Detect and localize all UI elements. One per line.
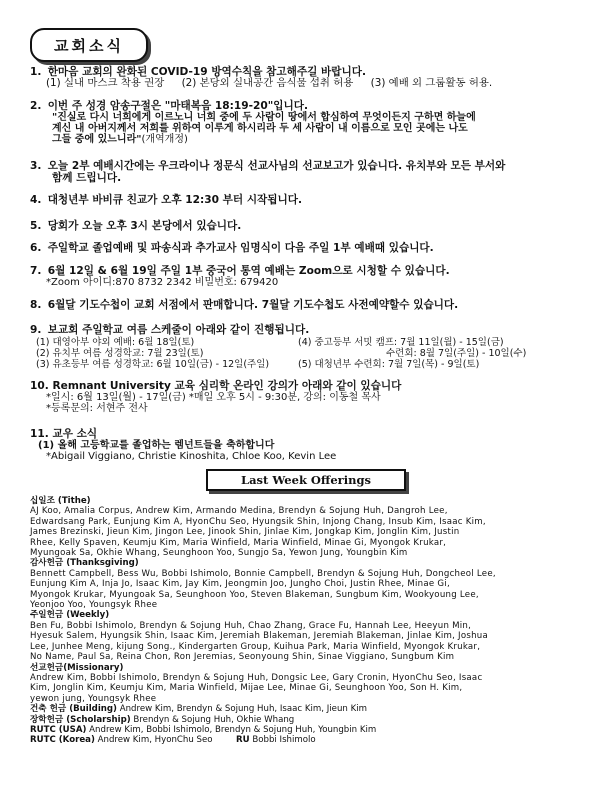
names-line: Bennett Campbell, Bess Wu, Bobbi Ishimolo, Bonnie Campbell, Brendyn & Sojung Huh, Dongcheol Lee, (30, 568, 496, 579)
names-line: Bobbi Ishimolo (252, 735, 316, 746)
notice-6 (30, 242, 590, 254)
notice-number: 5. (30, 220, 42, 232)
notice-5 (30, 220, 590, 232)
verse-line: 그들 중에 있느니라" (52, 134, 142, 145)
names-line: Eunjung Kim A, Inja Jo, Isaac Kim, Jay Kim, Jeongmin Joo, Jungho Choi, Justin Rhee, Minae Gi, (30, 579, 450, 590)
notice-number: 11. (30, 428, 49, 440)
notice-text: Remnant University 교육 심리학 온라인 강의가 아래와 같이 있습니다 (52, 380, 402, 392)
notice-3 (30, 160, 590, 184)
category-label: RU (236, 735, 250, 746)
names-line: Andrew Kim, Bobbi Ishimolo, Brendyn & Sojung Huh, Youngbin Kim (89, 724, 377, 735)
names-line: Lee, Junhee Meng, kijung Song., Kindergarten Group, Kuihua Park, Maria Winfield, Myongok Krukar, (30, 641, 481, 652)
notice-text: 대청년부 바비큐 친교가 오후 12:30 부터 시작됩니다. (47, 194, 303, 206)
notice-11 (30, 428, 590, 462)
notice-number: 1. (30, 66, 42, 78)
offering-category-tithe (30, 496, 590, 558)
lecture-detail: *일시: 6월 13일(월) - 17일(금) *매일 오후 5시 - 9:30분, 강의: 이동철 목사 (46, 392, 381, 403)
category-label: 장학헌금 (Scholarship) (30, 714, 131, 725)
notice-number: 4. (30, 194, 42, 206)
notice-number: 2. (30, 100, 42, 112)
notice-text: 오늘 2부 예배시간에는 우크라이나 정문식 선교사님의 선교보고가 있습니다. 유치부와 모든 부서와 (47, 160, 506, 172)
schedule-item: 수련회: 8월 7일(주일) - 10일(수) (386, 348, 527, 359)
notice-text: 이번 주 성경 암송구절은 "마태복음 18:19-20"입니다. (47, 100, 309, 112)
notice-text: 6월달 기도수첩이 교회 서점에서 판매합니다. 7월달 기도수첩도 사전예약할수 있습니다. (47, 299, 459, 311)
page-title: 교회소식 (30, 28, 148, 62)
notice-9 (30, 324, 590, 382)
names-line: Myongok Krukar, Myungoak Sa, Seunghoon Yoo, Steven Blakeman, Sungbum Kim, Wookyoung Lee, (30, 589, 479, 600)
schedule-item: (2) 유치부 여름 성경학교: 7월 23일(토) (36, 348, 204, 359)
category-label: 주일헌금 (Weekly) (30, 610, 110, 621)
notice-sub-item: (2) 본당외 실내공간 음식물 섭취 허용 (181, 77, 354, 89)
notice-8 (30, 299, 590, 311)
verse-translation: (개역개정) (141, 134, 188, 145)
offering-scholarship (30, 715, 590, 725)
notice-2 (30, 100, 590, 145)
offering-category-missionary (30, 663, 590, 705)
graduates-heading: (1) 올해 고등학교를 졸업하는 렘넌트들을 축하합니다 (38, 440, 275, 451)
names-line: Andrew Kim, HyonChu Seo (97, 735, 213, 746)
lecture-detail: *등록문의: 서현주 전사 (46, 403, 148, 414)
notice-number: 3. (30, 160, 42, 172)
offering-building (30, 704, 590, 714)
offering-rutc-usa (30, 725, 590, 735)
names-line: AJ Koo, Amalia Corpus, Andrew Kim, Armando Medina, Brendyn & Sojung Huh, Dangroh Lee, (30, 506, 448, 517)
category-label: RUTC (Korea) (30, 735, 95, 746)
notice-sub-item: (1) 실내 마스크 착용 권장 (46, 77, 165, 89)
notice-10 (30, 380, 590, 414)
notice-text: 보교회 주일학교 여름 스케줄이 아래와 같이 진행됩니다. (47, 324, 310, 336)
schedule-item: (4) 중고등부 서밋 캠프: 7월 11일(월) - 15일(금) (298, 337, 504, 348)
schedule-item: (3) 유초등부 여름 성경학교: 6월 10일(금) - 12일(주일) (36, 359, 270, 370)
offering-category-weekly (30, 610, 590, 662)
graduates-names: *Abigail Viggiano, Christie Kinoshita, Chloe Koo, Kevin Lee (46, 451, 337, 462)
notice-number: 6. (30, 242, 42, 254)
schedule-item: (5) 대청년부 수련회: 7월 7일(목) - 9일(토) (298, 359, 480, 370)
notice-7 (30, 265, 590, 288)
names-line: No Name, Paul Sa, Reina Chon, Ron Jeremias, Seonyoung Shin, Sinae Viggiano, Sungbum Kim (30, 652, 455, 663)
offering-category-thanksgiving (30, 558, 590, 610)
names-line: Hyesuk Salem, Hyungsik Shin, Isaac Kim, Jeremiah Blakeman, Jeremiah Blakeman, Jinlae Kim, Joshua (30, 631, 488, 642)
names-line: Ben Fu, Bobbi Ishimolo, Brendyn & Sojung Huh, Chao Zhang, Grace Fu, Hannah Lee, Heeyun Min, (30, 620, 472, 631)
notice-1 (30, 66, 590, 89)
names-line: Kim, Jonglin Kim, Keumju Kim, Maria Winfield, Mijae Lee, Minae Gi, Seunghoon Yoo, Son H. Kim, (30, 683, 463, 694)
names-line: Andrew Kim, Bobbi Ishimolo, Brendyn & Sojung Huh, Dongsic Lee, Gary Cronin, HyonChu Seo, Isaac (30, 672, 483, 683)
offerings-list (30, 496, 590, 746)
offerings-title: Last Week Offerings (206, 469, 406, 491)
notice-4 (30, 194, 590, 206)
names-line: Myungoak Sa, Okhie Whang, Seunghoon Yoo, Sungjo Sa, Yewon Jung, Youngbin Kim (30, 548, 408, 559)
names-line: Yeonjoo Yoo, Youngsyk Rhee (30, 600, 158, 611)
notice-text: 교우 소식 (52, 428, 98, 440)
category-label: 십일조 (Tithe) (30, 496, 91, 506)
names-line: yewon jung, Youngsyk Rhee (30, 693, 157, 704)
offering-rutc-korea-ru (30, 735, 590, 745)
notice-text: 한마음 교회의 완화된 COVID-19 방역수칙을 참고해주길 바랍니다. (47, 66, 366, 78)
notice-text: 6월 12일 & 6월 19일 주일 1부 중국어 통역 예배는 Zoom으로 시청할 수 있습니다. (47, 265, 450, 277)
names-line: Andrew Kim, Brendyn & Sojung Huh, Isaac Kim, Jieun Kim (119, 704, 367, 715)
notice-number: 8. (30, 299, 42, 311)
verse-line: "진실로 다시 너희에게 이르노니 너희 중에 두 사람이 땅에서 합심하여 무엇이든지 구하면 하늘에 (52, 112, 476, 123)
notice-text: 주일학교 졸업예배 및 파송식과 추가교사 임명식이 다음 주일 1부 예배때 있습니다. (47, 242, 434, 254)
schedule-item: (1) 대영아부 야외 예배: 6월 18일(토) (36, 337, 195, 348)
notice-text: 당회가 오늘 오후 3시 본당에서 있습니다. (47, 220, 242, 232)
names-line: James Brezinski, Jieun Kim, Jingon Lee, Jinook Shin, Jinlae Kim, Jongkap Kim, Jonglin Kim, Justin (30, 527, 460, 538)
category-label: RUTC (USA) (30, 724, 87, 735)
names-line: Brendyn & Sojung Huh, Okhie Whang (133, 714, 295, 725)
verse-line: 계신 내 아버지께서 저희를 위하여 이루게 하시리라 두 세 사람이 내 이름으로 모인 곳에는 나도 (52, 123, 468, 134)
zoom-info: *Zoom 아이디:870 8732 2342 비밀번호: 679420 (46, 277, 279, 288)
category-label: 감사헌금 (Thanksgiving) (30, 558, 139, 569)
names-line: Edwardsang Park, Eunjung Kim A, HyonChu Seo, Hyungsik Shin, Injong Chang, Insub Kim, Isaac Kim, (30, 516, 486, 527)
category-label: 선교헌금(Missionary) (30, 662, 124, 673)
category-label: 건축 헌금 (Building) (30, 704, 117, 715)
notice-sub-item: (3) 예배 외 그룹활동 허용. (370, 77, 493, 89)
notice-text: 함께 드립니다. (52, 172, 122, 184)
notice-number: 7. (30, 265, 42, 277)
names-line: Rhee, Kelly Spaven, Keumju Kim, Maria Winfield, Maria Winfield, Minae Gi, Myongok Krukar, (30, 537, 447, 548)
summer-schedule (30, 336, 590, 382)
notice-number: 9. (30, 324, 42, 336)
notice-number: 10. (30, 380, 49, 392)
